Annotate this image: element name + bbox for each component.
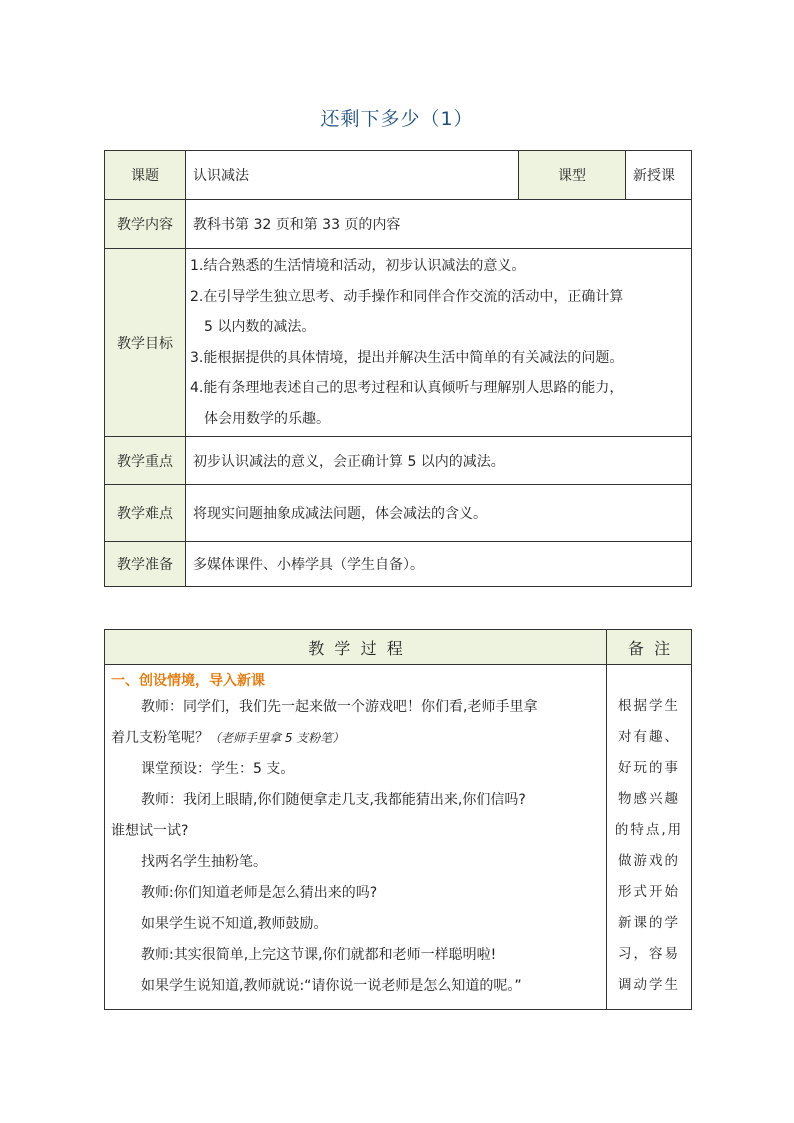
- process-line: 教师:你们知道老师是怎么猜出来的吗?: [141, 885, 378, 901]
- content-value: 教科书第 32 页和第 33 页的内容: [186, 200, 692, 249]
- topic-value: 认识减法: [186, 151, 519, 200]
- type-value: 新授课: [626, 151, 692, 200]
- process-line: 教师：同学们，我们先一起来做一个游戏吧！你们看,老师手里拿: [141, 699, 538, 715]
- teaching-process-table: [104, 629, 692, 1010]
- page-title: 还剩下多少（1）: [320, 108, 474, 130]
- remark-line: 新课的学: [618, 915, 680, 931]
- goal-line: 5 以内数的减法。: [204, 319, 316, 335]
- process-line: 教师：我闭上眼睛,你们随便拿走几支,我都能猜出来,你们信吗?: [141, 792, 526, 808]
- goal-line: 3.能根据提供的具体情境，提出并解决生活中简单的有关减法的问题。: [190, 349, 624, 366]
- goals-label: 教学目标: [105, 249, 186, 437]
- remark-line: 做游戏的: [618, 853, 680, 869]
- process-line: 如果学生说不知道,教师鼓励。: [141, 916, 328, 932]
- key-point-label: 教学重点: [105, 437, 186, 485]
- goals-cell: [186, 249, 692, 437]
- key-point-value: 初步认识减法的意义，会正确计算 5 以内的减法。: [186, 437, 692, 485]
- process-line: [111, 723, 602, 754]
- goal-line: 4.能有条理地表述自己的思考过程和认真倾听与理解别人思路的能力，: [190, 380, 624, 396]
- goal-line: 体会用数学的乐趣。: [204, 410, 330, 427]
- lesson-info-table: [104, 150, 692, 587]
- remark-line: 物感兴趣: [618, 791, 680, 807]
- remark-content: [607, 665, 692, 1010]
- difficulty-label: 教学难点: [105, 485, 186, 542]
- topic-label: 课题: [105, 151, 186, 200]
- goal-line: 1.结合熟悉的生活情境和活动，初步认识减法的意义。: [190, 258, 526, 274]
- process-line: 课堂预设：学生：5 支。: [141, 761, 295, 777]
- remark-line: 根据学生: [618, 698, 680, 714]
- process-line: 如果学生说知道,教师就说:“请你说一说老师是怎么知道的呢。”: [141, 978, 522, 994]
- remark-line: 对有趣、: [618, 729, 680, 745]
- preparation-label: 教学准备: [105, 542, 186, 587]
- type-label: 课型: [519, 151, 626, 200]
- section-heading: 一、创设情境，导入新课: [111, 673, 265, 689]
- preparation-value: 多媒体课件、小棒学具（学生自备）。: [186, 542, 692, 587]
- remark-line: 形式开始: [618, 884, 680, 900]
- difficulty-value: 将现实问题抽象成减法问题，体会减法的含义。: [186, 485, 692, 542]
- remark-header: 备 注: [607, 630, 692, 665]
- process-content: [105, 665, 607, 1010]
- stage-note: （老师手里拿 5 支粉笔）: [209, 731, 345, 745]
- goal-line: 2.在引导学生独立思考、动手操作和同伴合作交流的活动中，正确计算: [190, 288, 624, 305]
- process-line: 找两名学生抽粉笔。: [141, 854, 267, 870]
- process-header: 教 学 过 程: [105, 630, 607, 665]
- remark-line: 的特点,用: [614, 822, 684, 838]
- remark-line: 好玩的事: [618, 760, 680, 776]
- remark-line: 调动学生: [618, 977, 680, 993]
- process-line-text: 着几支粉笔呢？: [111, 730, 209, 746]
- process-line: 教师:其实很简单,上完这节课,你们就都和老师一样聪明啦!: [141, 947, 497, 963]
- content-label: 教学内容: [105, 200, 186, 249]
- process-line: 谁想试一试?: [111, 823, 189, 839]
- remark-line: 习，容易: [618, 946, 680, 962]
